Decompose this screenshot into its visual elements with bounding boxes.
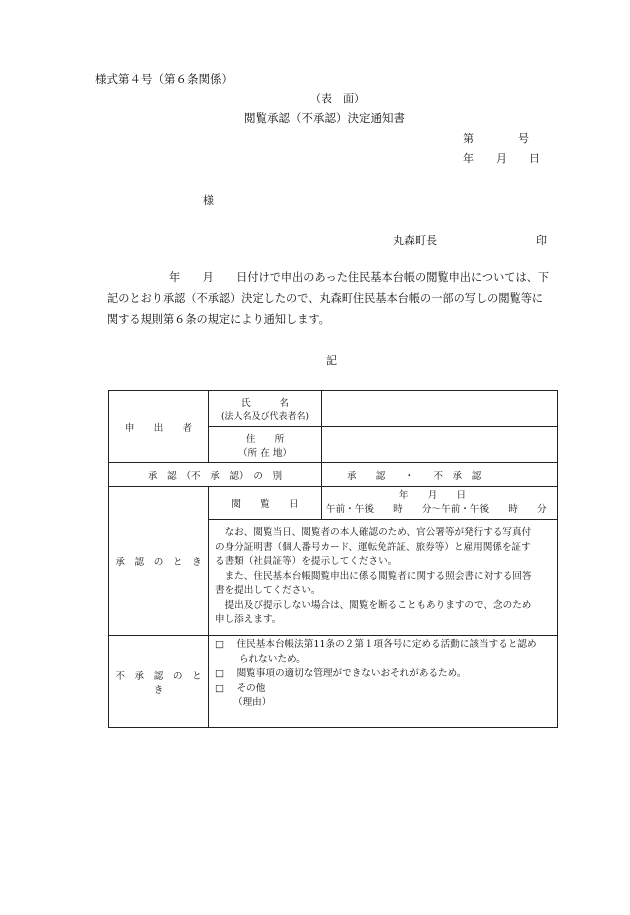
note-line: の身分証明書（個人番号カード、運転免許証、旅券等）と雇用関係を証す — [215, 541, 531, 553]
ki-label: 記 — [326, 354, 337, 367]
viewing-date-label: 閲 覧 日 — [209, 487, 322, 520]
decision-value: 承 認 ・ 不 承 認 — [322, 463, 558, 487]
applicant-label: 申 出 者 — [109, 391, 209, 463]
body-line-1: 年 月 日付けで申出のあった住民基本台帳の閲覧申出については、下 — [169, 271, 550, 284]
reason-text: られないため。 — [239, 653, 306, 665]
viewing-time-line: 午前・午後 時 分〜午前・午後 時 分 — [326, 504, 547, 515]
note-line: 提出及び提示しない場合は、閲覧を断ることもありますので、念のため — [215, 599, 532, 611]
notice-body — [107, 267, 577, 330]
addressee-suffix: 様 — [203, 194, 214, 207]
note-line: また、住民基本台帳閲覧申出に係る閲覧者に関する照会書に対する回答 — [215, 570, 532, 582]
side-label: （表 面） — [310, 92, 365, 105]
form-id: 様式第４号（第６条関係） — [95, 72, 233, 86]
note-line: 申し添えます。 — [215, 614, 282, 625]
body-line-2: 記のとおり承認（不承認）決定したので、丸森町住民基本台帳の一部の写しの閲覧等に — [107, 292, 544, 305]
reason-text: （理由） — [233, 697, 272, 708]
reason-text: その他 — [236, 682, 266, 694]
document-date: 年 月 日 — [463, 152, 540, 165]
checkbox-icon[interactable]: □ — [215, 668, 225, 679]
reason-text: 閲覧事項の適切な管理ができないおそれがあるため。 — [236, 668, 467, 679]
reason-line — [215, 638, 551, 653]
body-line-3: 関する規則第６条の規定により通知します。 — [107, 313, 330, 326]
document-title: 閲覧承認（不承認）決定通知書 — [244, 111, 405, 125]
address-sublabel: （所 在 地） — [237, 447, 293, 459]
reason-line — [215, 696, 551, 711]
issuer-name: 丸森町長 — [393, 234, 437, 247]
viewing-date-row — [109, 487, 558, 520]
rejection-reasons — [209, 636, 558, 728]
note-line: る書類（社員証等）を提示してください。 — [215, 556, 398, 567]
viewing-date-line1: 年 月 日 — [398, 490, 467, 501]
decision-label: 承 認 （不 承 認） の 別 — [109, 463, 322, 487]
name-value — [322, 391, 558, 427]
rejection-row — [109, 636, 558, 728]
address-label: 住 所 — [245, 433, 285, 445]
applicant-name-row — [109, 391, 558, 427]
name-label: 氏 名 — [241, 398, 289, 409]
address-label-cell — [209, 427, 322, 463]
reason-line — [215, 667, 551, 682]
reason-line — [215, 653, 551, 668]
checkbox-icon[interactable]: □ — [215, 682, 225, 694]
viewing-date-value — [322, 487, 558, 520]
rejection-label: 不 承 認 の と き — [109, 636, 209, 728]
name-label-cell — [209, 391, 322, 427]
seal-mark: 印 — [536, 234, 547, 247]
reason-text: 住民基本台帳法第11条の２第１項各号に定める活動に該当すると認め — [236, 639, 537, 650]
note-line: なお、閲覧当日、閲覧者の本人確認のため、官公署等が発行する写真付 — [215, 527, 532, 538]
approval-label: 承 認 の と き — [109, 487, 209, 636]
approval-notes — [209, 520, 558, 636]
checkbox-icon[interactable]: □ — [215, 639, 225, 650]
reason-line — [215, 682, 551, 697]
note-line: 書を提出してください。 — [215, 585, 321, 596]
decision-row — [109, 463, 558, 487]
decision-table — [108, 390, 558, 728]
name-sublabel: (法人名及び代表者名) — [220, 412, 310, 422]
address-value — [322, 427, 558, 463]
document-number: 第 号 — [463, 132, 529, 145]
